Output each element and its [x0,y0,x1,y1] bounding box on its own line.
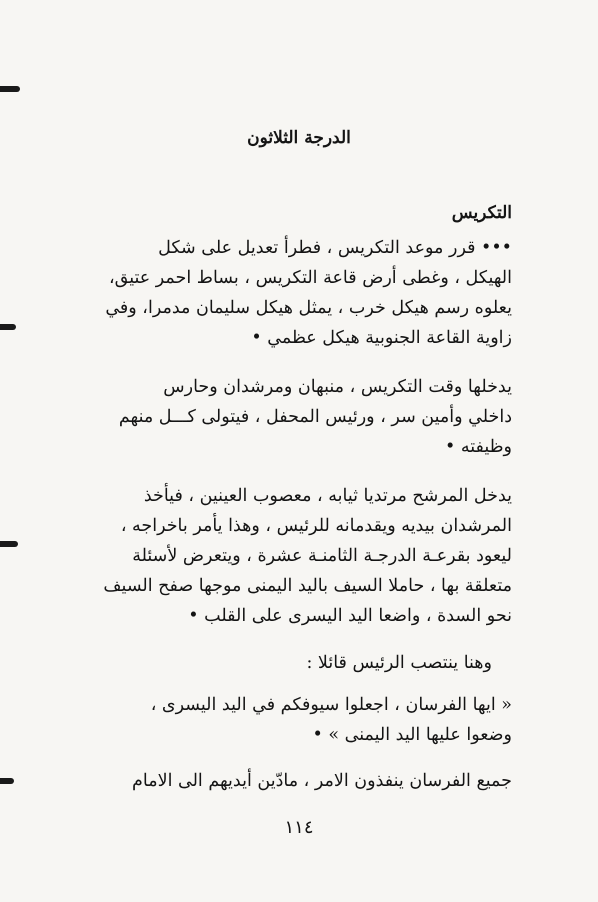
edge-mark [0,324,16,330]
paragraph [84,690,512,750]
text-line: زاوية القاعة الجنوبية هيكل عظمي • [251,328,512,348]
edge-mark [0,86,20,92]
text-line: وهنا ينتصب الرئيس قائلا : [306,653,492,673]
chapter-title: الدرجة الثلاثون [247,128,351,148]
text-line: متعلقة بها ، حاملا السيف باليد اليمنى موجها صفح السيف [103,576,512,596]
paragraph [84,372,512,462]
paragraph [84,481,512,631]
page-number: ١١٤ [284,817,314,838]
text-line: جميع الفرسان ينفذون الامر ، مادّين أيديهم الى الامام [132,771,512,791]
text-line: الهيكل ، وغطى أرض قاعة التكريس ، بساط احمر عتيق، [108,268,512,288]
paragraph [84,766,512,796]
paragraph [84,233,512,353]
text-line: وضعوا عليها اليد اليمنى » • [312,725,512,745]
text-line: ليعود بقرعـة الدرجـة الثامنـة عشرة ، ويتعرض لأسئلة [132,546,512,566]
text-line: داخلي وأمين سر ، ورئيس المحفل ، فيتولى كـــل منهم [118,407,512,427]
text-line: يدخل المرشح مرتديا ثيابه ، معصوب العينين ، فيأخذ [143,486,512,506]
text-line: وظيفته • [444,437,512,457]
text-line: يعلوه رسم هيكل خرب ، يمثل هيكل سليمان مدمرا، وفي [105,298,512,318]
text-line: نحو السدة ، واضعا اليد اليسرى على القلب • [188,606,512,626]
text-line: المرشدان بيديه ويقدمانه للرئيس ، وهذا يأمر باخراجه ، [120,516,512,536]
section-heading: التكريس [451,203,512,223]
text-line: يدخلها وقت التكريس ، منبهان ومرشدان وحارس [163,377,512,397]
text-line: « ايها الفرسان ، اجعلوا سيوفكم في اليد اليسرى ، [150,695,512,715]
paragraph [84,648,512,678]
text-line: ••• قرر موعد التكريس ، فطرأ تعديل على شكل [158,238,512,258]
edge-mark [0,541,18,547]
edge-mark [0,778,14,784]
